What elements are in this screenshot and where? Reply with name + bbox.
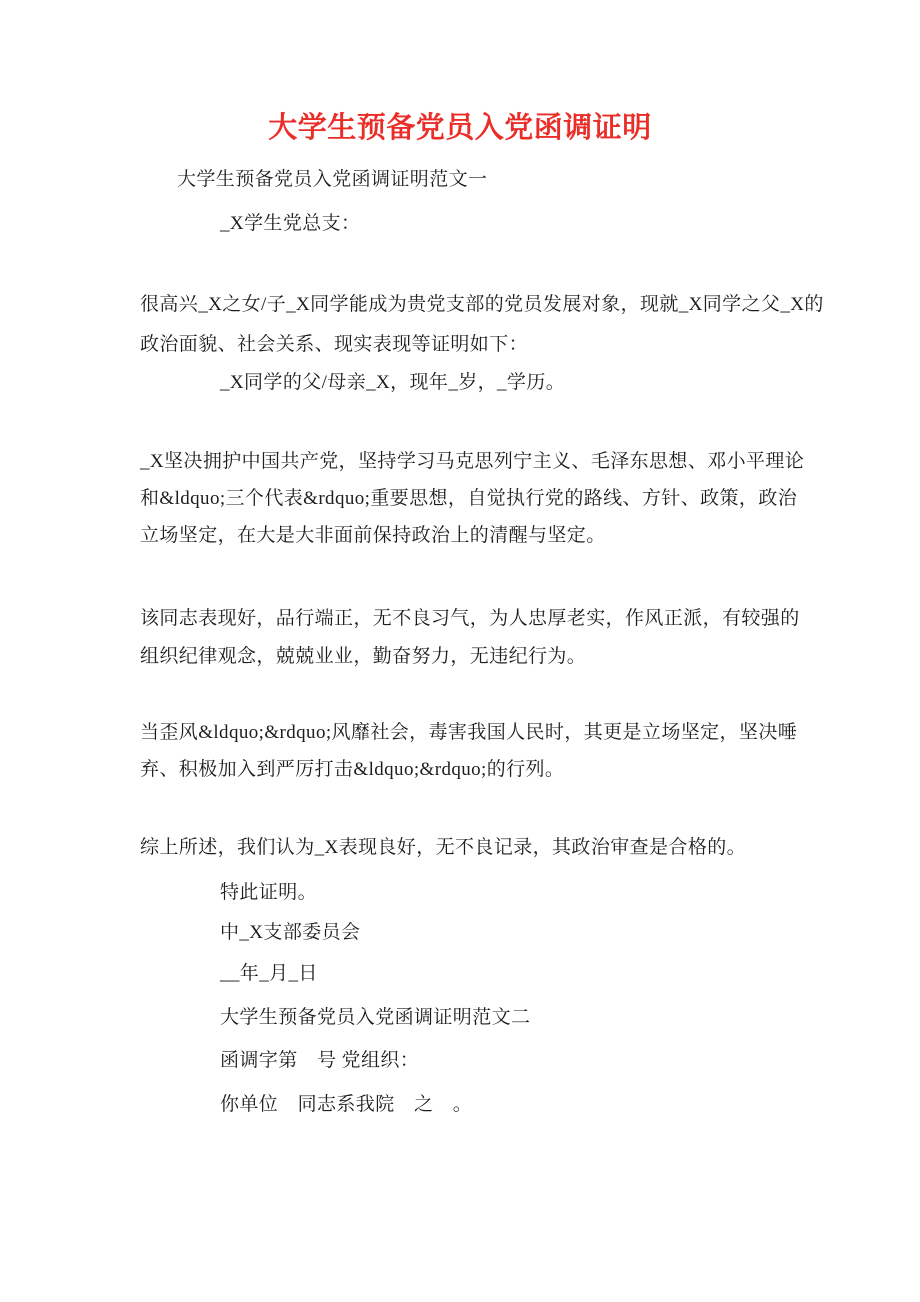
doc-line-stance-2: 弃、积极加入到严厉打击&ldquo;&rdquo;的行列。 [140,759,565,780]
doc-line-political-1: _X坚决拥护中国共产党，坚持学习马克思列宁主义、毛泽东思想、邓小平理论 [140,451,805,472]
doc-line-conduct-1: 该同志表现好，品行端正，无不良习气，为人忠厚老实，作风正派，有较强的 [140,608,800,629]
doc-line-parent-info: _X同学的父/母亲_X，现年_岁，_学历。 [220,372,566,393]
doc-line-letter-number: 函调字第 号 党组织： [220,1050,420,1071]
doc-line-hereby-certify: 特此证明。 [220,882,318,903]
doc-line-political-3: 立场坚定，在大是大非面前保持政治上的清醒与坚定。 [140,525,606,546]
doc-line-salutation: _X学生党总支： [220,213,361,234]
doc-line-intro-1: 很高兴_X之女/子_X同学能成为贵党支部的党员发展对象，现就_X同学之父_X的 [140,294,824,315]
doc-line-conclusion: 综上所述，我们认为_X表现良好，无不良记录，其政治审查是合格的。 [140,837,747,858]
doc-line-unit-comrade: 你单位 同志系我院 之 。 [220,1094,473,1115]
doc-line-date: __年_月_日 [220,963,318,984]
doc-line-sample2-heading: 大学生预备党员入党函调证明范文二 [220,1007,531,1028]
doc-line-sample1-heading: 大学生预备党员入党函调证明范文一 [177,169,488,190]
doc-line-political-2: 和&ldquo;三个代表&rdquo;重要思想，自觉执行党的路线、方针、政策，政治 [140,488,798,509]
document-title: 大学生预备党员入党函调证明 [268,110,652,144]
doc-line-stance-1: 当歪风&ldquo;&rdquo;风靡社会，毒害我国人民时，其更是立场坚定，坚决唾 [140,722,798,743]
doc-line-intro-2: 政治面貌、社会关系、现实表现等证明如下： [140,334,529,355]
doc-line-committee: 中_X支部委员会 [220,922,361,943]
doc-line-conduct-2: 组织纪律观念，兢兢业业，勤奋努力，无违纪行为。 [140,646,587,667]
